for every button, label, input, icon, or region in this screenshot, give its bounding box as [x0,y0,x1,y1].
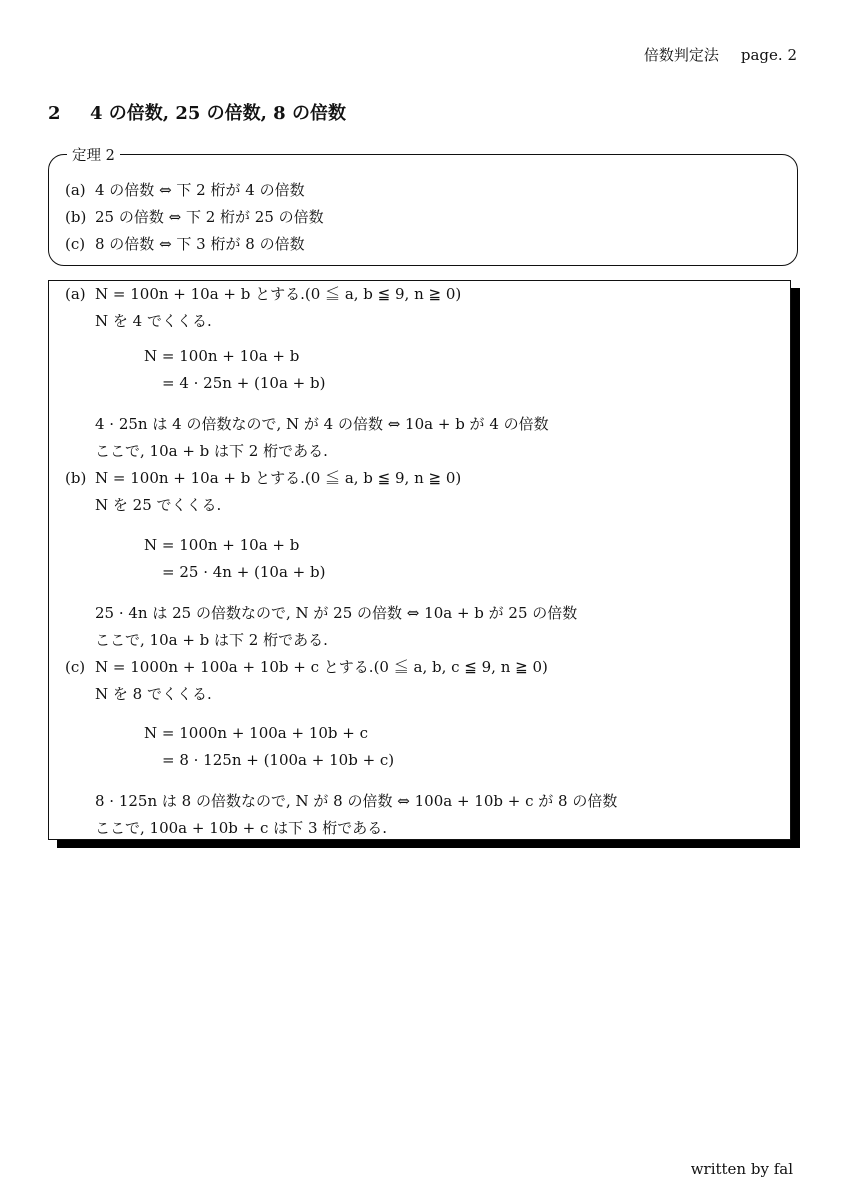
proof-box [48,280,791,840]
equation-block-b [144,532,325,586]
proof-setup: N = 1000n + 100a + 10b + c とする.(0 ≦ a, b, c ≦ 9, n ≧ 0) [95,658,548,676]
theorem-item [65,204,324,231]
proof-setup: N = 100n + 10a + b とする.(0 ≦ a, b ≦ 9, n ≧ 0) [95,469,462,487]
proof-reason-a [65,411,549,465]
proof-reason: 8 · 125n は 8 の倍数なので, N が 8 の倍数 ⇔ 100a + 10b + c が 8 の倍数 [95,792,618,810]
theorem-title: 定理 2 [67,144,120,165]
theorem-item [65,177,324,204]
proof-reason-c [65,788,617,842]
proof-conclusion: ここで, 10a + b は下 2 桁である. [95,631,328,649]
equation-line: N = 1000n + 100a + 10b + c [144,724,369,742]
footer-credit: written by fal [690,1160,793,1178]
proof-part-c [65,654,548,708]
theorem-item-text: 25 の倍数 ⇔ 下 2 桁が 25 の倍数 [95,208,324,226]
proof-reason: 25 · 4n は 25 の倍数なので, N が 25 の倍数 ⇔ 10a + b が 25 の倍数 [95,604,578,622]
proof-divide: N を 25 でくくる. [95,496,222,514]
proof-part-label: (b) [65,469,87,487]
page-header [644,44,797,65]
section-title: 4 の倍数, 25 の倍数, 8 の倍数 [90,103,346,124]
proof-setup: N = 100n + 10a + b とする.(0 ≦ a, b ≦ 9, n ≧ 0) [95,285,462,303]
equation-block-c [144,720,394,774]
proof-divide: N を 4 でくくる. [95,312,212,330]
equation-line: N = 100n + 10a + b [144,536,300,554]
proof-reason-b [65,600,577,654]
proof-part-a [65,281,461,335]
equation-line: = 4 · 25n + (10a + b) [162,374,326,392]
theorem-box [48,148,798,266]
section-heading [48,99,346,125]
proof-divide: N を 8 でくくる. [95,685,212,703]
equation-line: = 8 · 125n + (100a + 10b + c) [162,751,395,769]
theorem-item-label: (c) [65,235,86,253]
proof-conclusion: ここで, 10a + b は下 2 桁である. [95,442,328,460]
proof-reason: 4 · 25n は 4 の倍数なので, N が 4 の倍数 ⇔ 10a + b が 4 の倍数 [95,415,549,433]
page-number: page. 2 [740,46,797,64]
proof-part-b [65,465,461,519]
equation-block-a [144,343,325,397]
theorem-item [65,231,324,258]
theorem-item-label: (b) [65,208,87,226]
theorem-item-text: 4 の倍数 ⇔ 下 2 桁が 4 の倍数 [95,181,305,199]
proof-part-label: (a) [65,285,86,303]
proof-part-label: (c) [65,658,86,676]
theorem-item-text: 8 の倍数 ⇔ 下 3 桁が 8 の倍数 [95,235,305,253]
theorem-item-label: (a) [65,181,86,199]
document-title: 倍数判定法 [643,46,719,64]
proof-conclusion: ここで, 100a + 10b + c は下 3 桁である. [95,819,388,837]
equation-line: = 25 · 4n + (10a + b) [162,563,326,581]
equation-line: N = 100n + 10a + b [144,347,300,365]
section-number: 2 [48,103,61,124]
